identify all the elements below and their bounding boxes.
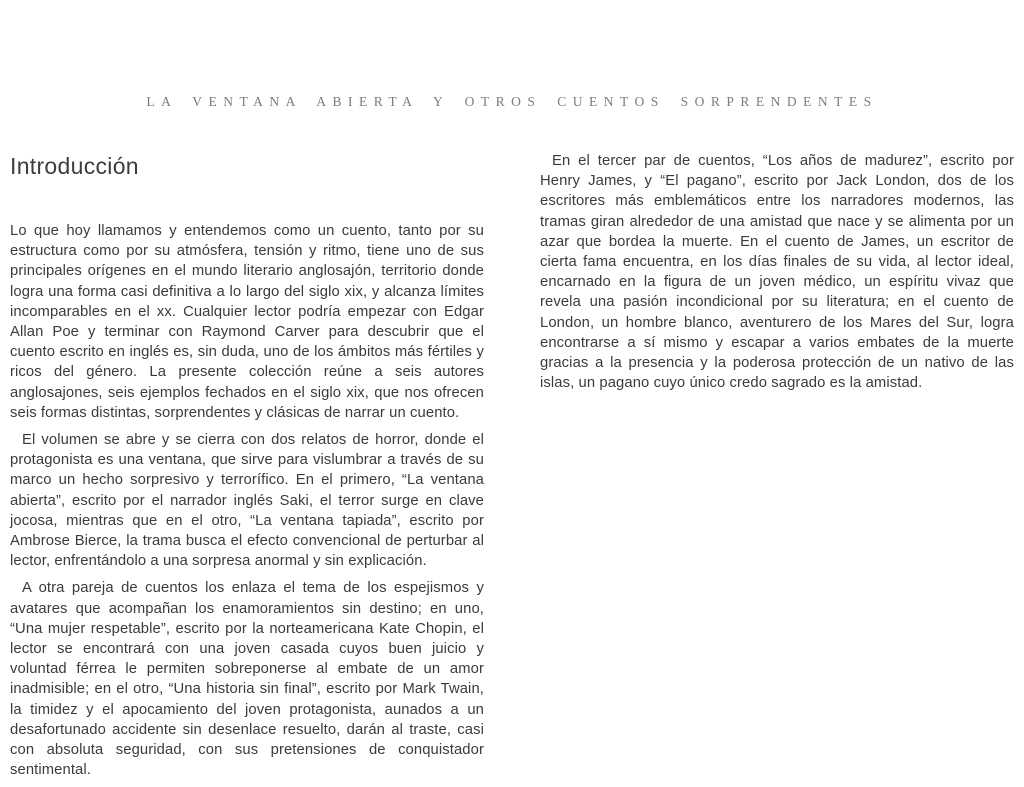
running-header-book-title: LA VENTANA ABIERTA Y OTROS CUENTOS SORPRENDENTES — [146, 94, 878, 109]
paragraph-horror-pair: El volumen se abre y se cierra con dos relatos de horror, donde el protagonista es una ventana, que sirve para vislumbrar a través de su marco un hecho sorpresivo y terrorífico. En el primero, “La ventana abierta”, escrito por el narrador inglés Saki, el terror surge en clave jocosa, mientras que en el otro, “La ventana tapiada”, escrito por Ambrose Bierce, la trama busca el efecto convencional de perturbar al lector, enfrentándolo a una sorpresa anormal y sin explicación. — [10, 432, 484, 570]
left-column — [10, 151, 484, 787]
chapter-title: Introducción — [10, 153, 139, 179]
right-column — [540, 151, 1014, 787]
page-content — [10, 151, 1014, 787]
paragraph-love-pair: A otra pareja de cuentos los enlaza el tema de los espejismos y avatares que acompañan los enamoramientos sin destino; en uno, “Una mujer respetable”, escrito por la norteamericana Kate Chopin, el lector se encontrará con una joven casada cuyos buen juicio y voluntad férrea le permiten sobreponerse al embate de un amor inadmisible; en el otro, “Una historia sin final”, escrito por Mark Twain, la timidez y el apocamiento del joven protagonista, aunados a un desafortunado accidente sin desenlace resuelto, darán al traste, casi con absoluta seguridad, con sus pretensiones de conquistador sentimental. — [10, 580, 484, 779]
paragraph-intro: Lo que hoy llamamos y entendemos como un cuento, tanto por su estructura como por su atmósfera, tensión y ritmo, tiene uno de sus principales orígenes en el mundo literario anglosajón, territorio donde logra una forma casi definitiva a lo largo del siglo xix, y alcanza límites incomparables en el xx. Cualquier lector podría empezar con Edgar Allan Poe y terminar con Raymond Carver para descubrir que el cuento escrito en inglés es, sin duda, uno de los ámbitos más fértiles y ricos del género. La presente colección reúne a seis autores anglosajones, seis ejemplos fechados en el siglo xix, que nos ofrecen seis formas distintas, sorprendentes y clásicas de narrar un cuento. — [10, 223, 484, 421]
paragraph-friendship-pair: En el tercer par de cuentos, “Los años de madurez”, escrito por Henry James, y “El pagano”, escrito por Jack London, dos de los escritores más emblemáticos entre los narradores modernos, las tramas giran alrededor de una amistad que nace y se alimenta por un azar que bordea la muerte. En el cuento de James, un escritor de cierta fama encuentra, en los días finales de su vida, al lector ideal, encarnado en la figura de un joven médico, un espíritu vivaz que revela una pasión incondicional por su literatura; en el cuento de London, un hombre blanco, aventurero de los Mares del Sur, logra encontrarse a sí mismo y escapar a varios embates de la muerte gracias a la presencia y la poderosa protección de un nativo de las islas, un pagano cuyo único credo sagrado es la amistad. — [540, 153, 1014, 392]
